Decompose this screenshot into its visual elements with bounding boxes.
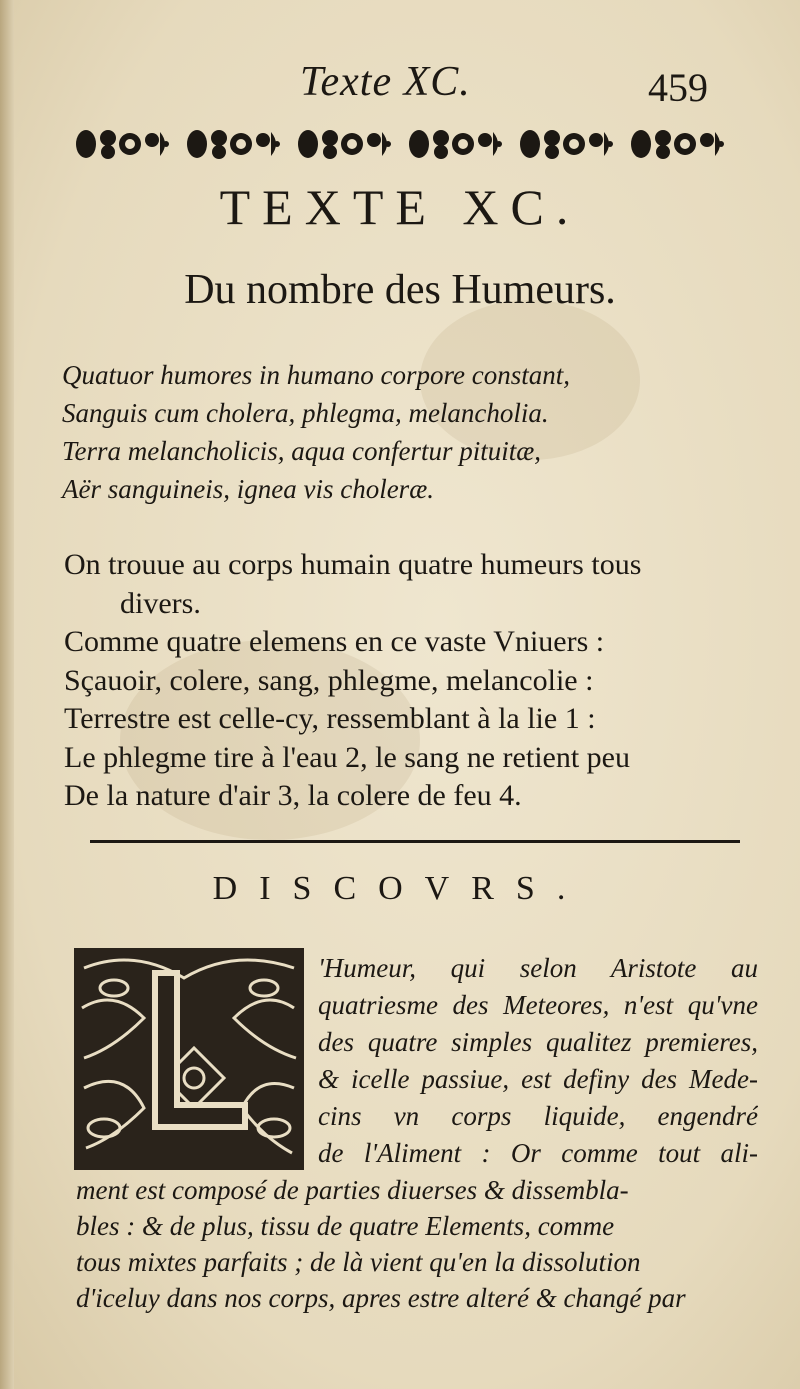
page-number: 459 [648,65,708,110]
verse-line: Quatuor humores in humano corpore constant, [62,360,570,390]
running-head: Texte XC. [300,59,471,105]
verse-line: Sanguis cum cholera, phlegma, melancholia. [62,398,549,428]
verse-line: Comme quatre elemens en ce vaste Vniuers : [64,625,605,658]
discours-text-beside-initial [318,950,758,1172]
verse-line: Terra melancholicis, aqua confertur pituitæ, [62,436,541,466]
discours-text-full-width [76,1172,758,1316]
text-line: ment est composé de parties diuerses & dissembla- [76,1175,629,1205]
fleuron-band-icon [60,122,724,166]
text-line: 'Humeur, qui selon Aristote au [318,953,758,983]
section-rule [90,840,740,843]
verse-line: Terrestre est celle-cy, ressemblant à la lie 1 : [64,702,596,735]
text-line: tous mixtes parfaits ; de là vient qu'en la dissolution [76,1247,641,1277]
text-line: & icelle passiue, est definy des Mede- [318,1064,758,1094]
verse-line: Aër sanguineis, ignea vis choleræ. [62,474,434,504]
section-heading: DISCOVRS. [212,870,588,907]
verse-line: On trouue au corps humain quatre humeurs tous [64,548,642,581]
verse-line: Sçauoir, colere, sang, phlegme, melancolie : [64,663,594,697]
text-line: des quatre simples qualitez premieres, [318,1027,758,1057]
woodcut-initial-L-icon [74,948,304,1170]
verse-line: Le phlegme tire à l'eau 2, le sang ne retient peu [64,740,631,774]
text-line: de l'Aliment : Or comme tout ali- [318,1138,758,1168]
chapter-title: TEXTE XC. [219,179,581,235]
text-line: quatriesme des Meteores, n'est qu'vne [318,990,758,1020]
text-line: d'iceluy dans nos corps, apres estre alteré & changé par [76,1283,686,1313]
latin-verse [62,356,702,508]
verse-line: divers. [120,586,201,620]
verse-line: De la nature d'air 3, la colere de feu 4. [64,779,522,812]
text-line: cins vn corps liquide, engendré [318,1101,758,1131]
text-line: bles : & de plus, tissu de quatre Elements, comme [76,1211,615,1241]
chapter-subtitle: Du nombre des Humeurs. [184,267,616,313]
french-verse [64,546,764,816]
